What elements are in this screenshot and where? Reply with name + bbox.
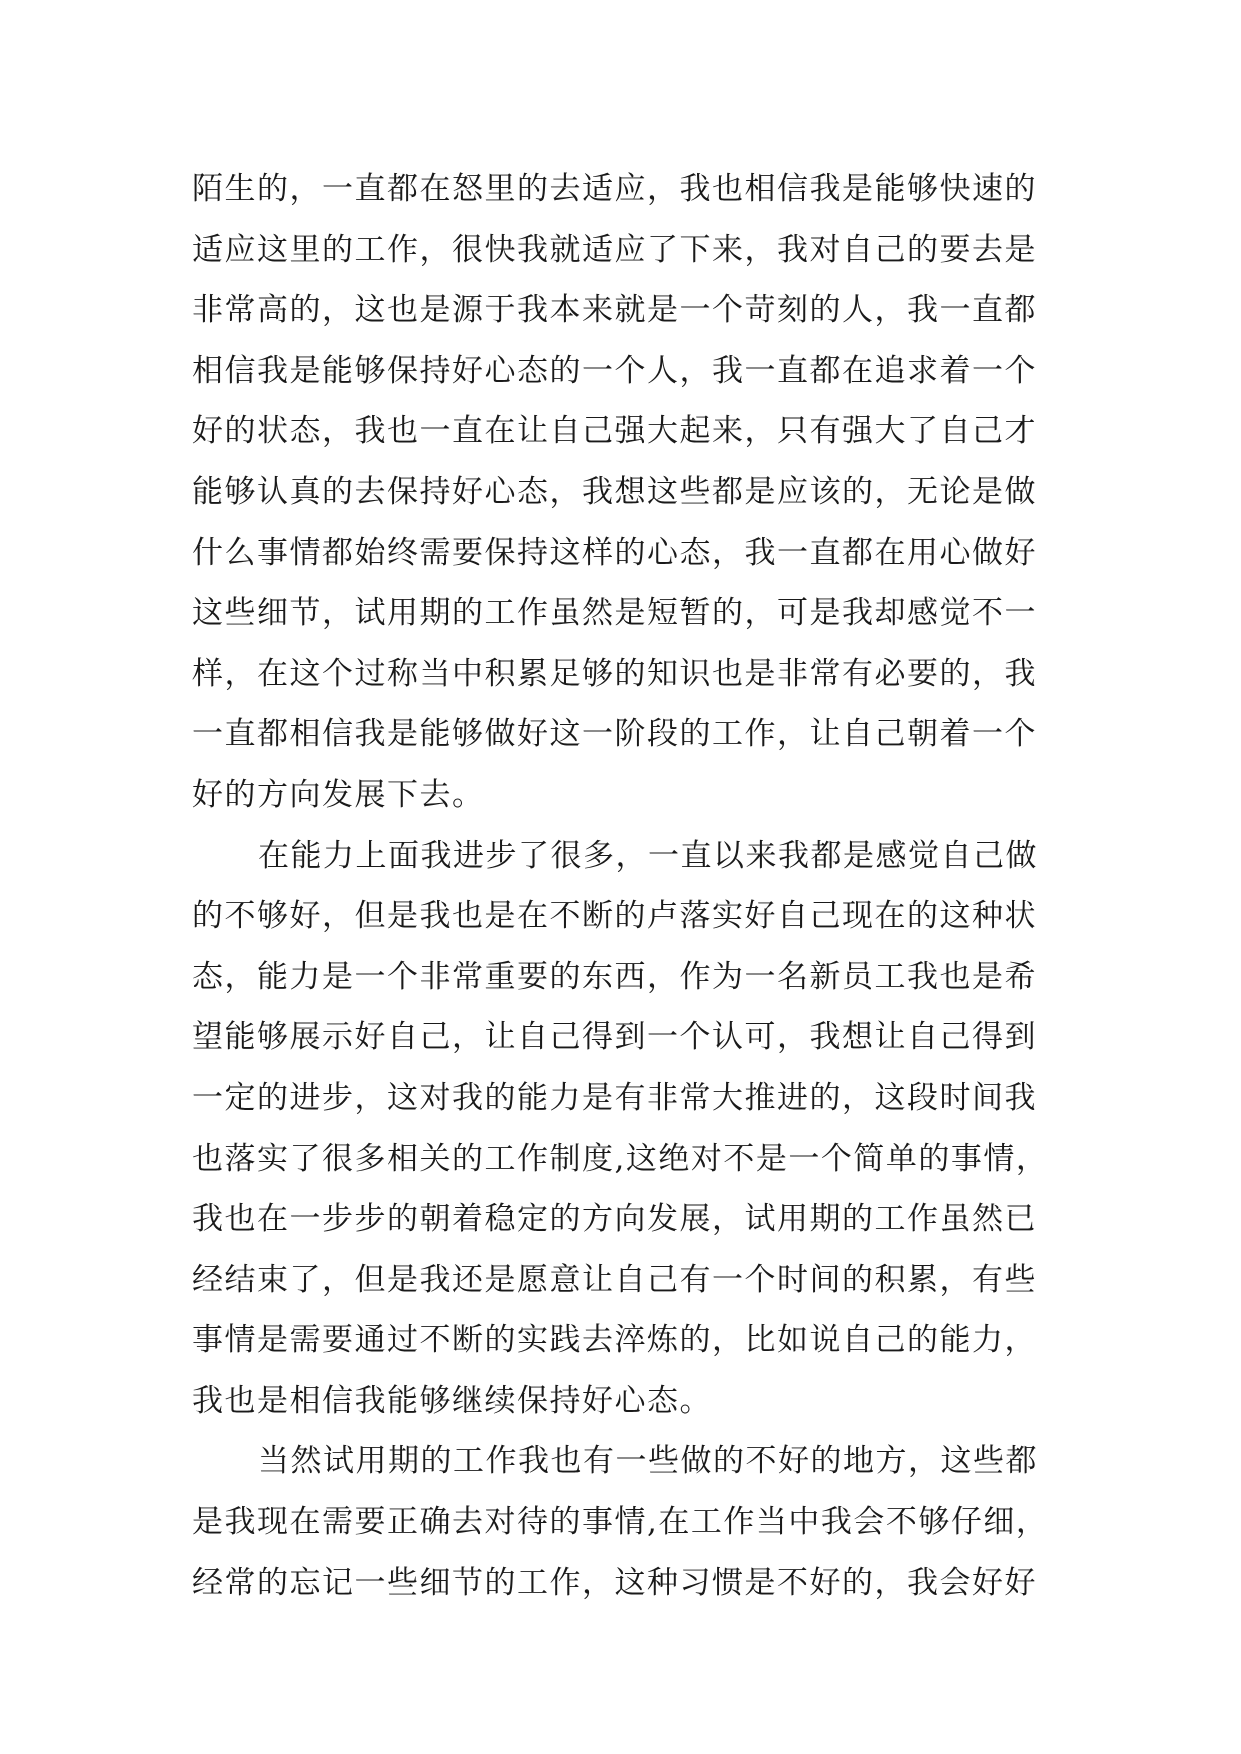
document-body bbox=[192, 159, 1052, 1613]
text-line: 经常的忘记一些细节的工作，这种习惯是不好的，我会好好 bbox=[192, 1564, 1037, 1601]
text-line: 的不够好，但是我也是在不断的卢落实好自己现在的这种状 bbox=[192, 898, 1037, 935]
text-line: 也落实了很多相关的工作制度,这绝对不是一个简单的事情， bbox=[192, 1140, 1049, 1177]
text-line: 我也是相信我能够继续保持好心态。 bbox=[192, 1382, 712, 1419]
text-line: 态，能力是一个非常重要的东西，作为一名新员工我也是希 bbox=[192, 958, 1037, 995]
text-line: 适应这里的工作，很快我就适应了下来，我对自己的要去是 bbox=[192, 231, 1037, 268]
text-line: 什么事情都始终需要保持这样的心态，我一直都在用心做好 bbox=[192, 534, 1037, 571]
text-line: 样，在这个过称当中积累足够的知识也是非常有必要的，我 bbox=[192, 655, 1037, 692]
text-line: 好的方向发展下去。 bbox=[192, 776, 485, 813]
paragraph-start-line: 在能力上面我进步了很多，一直以来我都是感觉自己做 bbox=[258, 837, 1038, 874]
text-line: 事情是需要通过不断的实践去淬炼的，比如说自己的能力， bbox=[192, 1322, 1037, 1359]
text-line: 这些细节，试用期的工作虽然是短暂的，可是我却感觉不一 bbox=[192, 595, 1037, 632]
text-line: 经结束了，但是我还是愿意让自己有一个时间的积累，有些 bbox=[192, 1261, 1037, 1298]
text-line: 好的状态，我也一直在让自己强大起来，只有强大了自己才 bbox=[192, 413, 1037, 450]
text-line: 是我现在需要正确去对待的事情,在工作当中我会不够仔细， bbox=[192, 1504, 1049, 1541]
text-line: 陌生的，一直都在怒里的去适应，我也相信我是能够快速的 bbox=[192, 171, 1037, 207]
text-line: 能够认真的去保持好心态，我想这些都是应该的，无论是做 bbox=[192, 473, 1037, 510]
text-line: 一直都相信我是能够做好这一阶段的工作，让自己朝着一个 bbox=[192, 716, 1037, 753]
text-line: 我也在一步步的朝着稳定的方向发展，试用期的工作虽然已 bbox=[192, 1201, 1037, 1238]
text-line: 望能够展示好自己，让自己得到一个认可，我想让自己得到 bbox=[192, 1019, 1037, 1056]
text-line: 相信我是能够保持好心态的一个人，我一直都在追求着一个 bbox=[192, 352, 1037, 389]
text-line: 一定的进步，这对我的能力是有非常大推进的，这段时间我 bbox=[192, 1079, 1037, 1116]
text-line: 非常高的，这也是源于我本来就是一个苛刻的人，我一直都 bbox=[192, 292, 1037, 329]
paragraph-start-line: 当然试用期的工作我也有一些做的不好的地方，这些都 bbox=[258, 1443, 1038, 1480]
